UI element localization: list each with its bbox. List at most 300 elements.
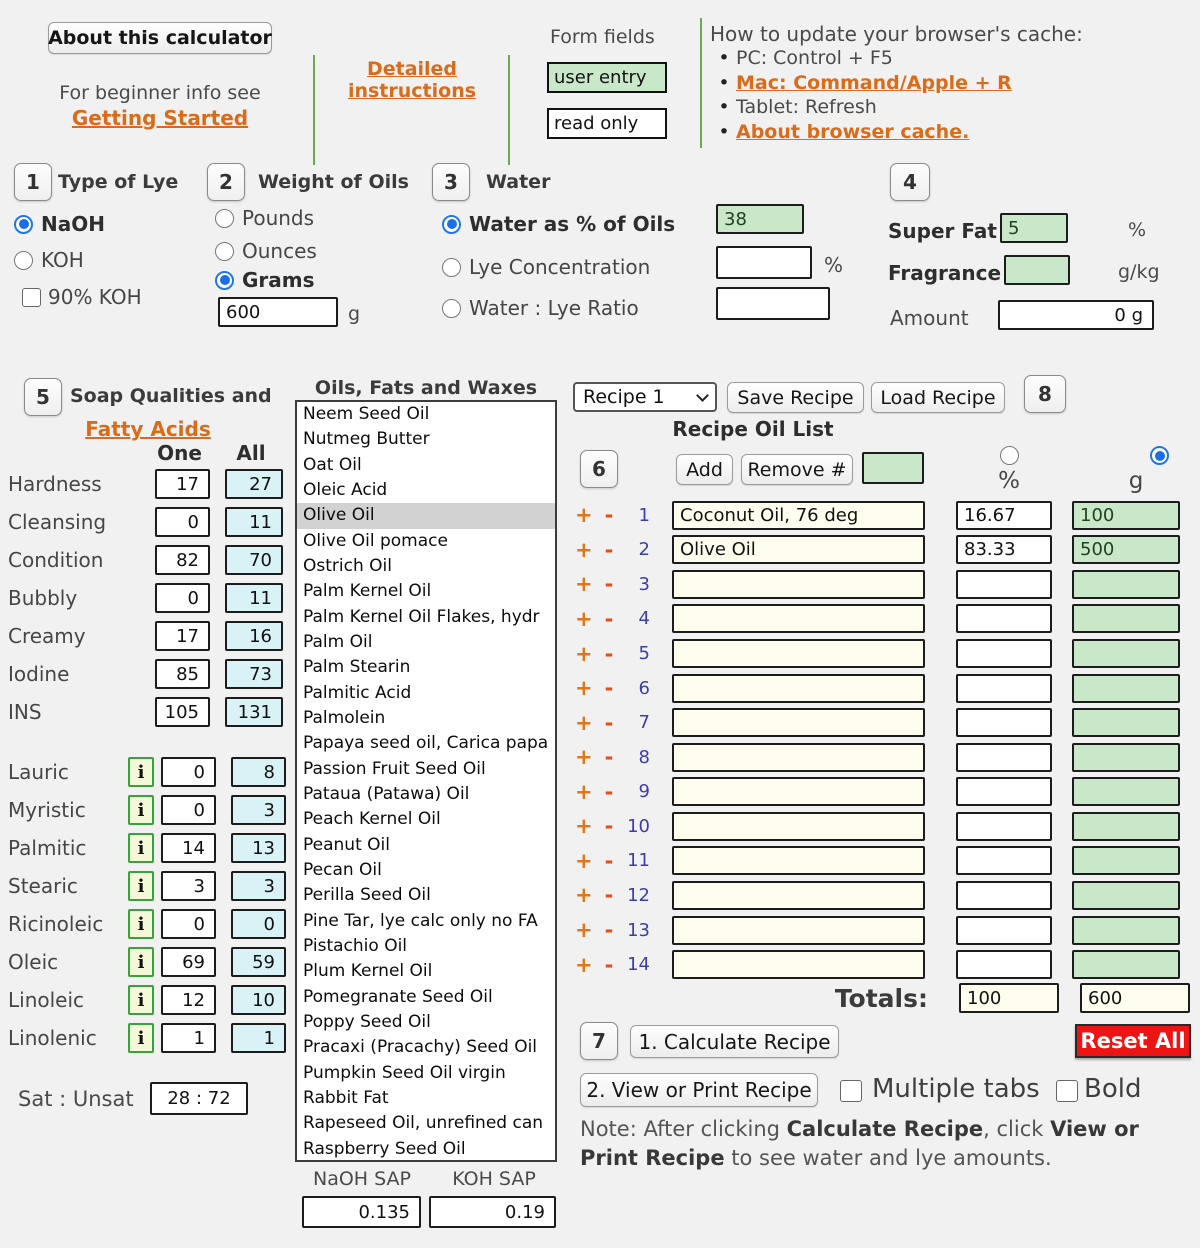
oil-option[interactable]: Plum Kernel Oil [303, 961, 433, 982]
recipe-oil-name-input[interactable] [672, 639, 925, 668]
row-number: 8 [638, 746, 650, 768]
recipe-oil-name-input[interactable] [672, 708, 925, 737]
section-3-badge: 3 [432, 163, 470, 201]
fatty-acid-label: Ricinoleic [8, 912, 104, 936]
recipe-row [575, 878, 1200, 913]
recipe-oil-grams-input[interactable] [1072, 570, 1180, 599]
pounds-option[interactable]: Pounds [215, 206, 314, 230]
bullet-icon: • [718, 71, 730, 94]
recipe-oil-name-input[interactable] [672, 916, 925, 945]
quality-label: INS [8, 700, 42, 724]
oil-option[interactable]: Olive Oil pomace [303, 530, 448, 551]
recipe-row [575, 671, 1200, 706]
section-7-badge: 7 [580, 1022, 618, 1060]
sat-unsat-label: Sat : Unsat [18, 1087, 134, 1111]
recipe-oil-percent-field [956, 743, 1052, 772]
section-8-badge: 8 [1024, 375, 1066, 413]
fatty-all-field [231, 757, 286, 787]
superfat-label: Super Fat [888, 219, 997, 243]
remove-number-button[interactable]: Remove # [741, 454, 853, 485]
recipe-row [575, 602, 1200, 637]
quality-all-field [225, 507, 283, 537]
note-bold-text: Calculate Recipe [786, 1117, 984, 1141]
fatty-one-field [161, 947, 216, 977]
totals-label: Totals: [834, 984, 928, 1013]
add-row-icon[interactable]: + [575, 710, 593, 735]
quality-row [8, 617, 290, 655]
note-plain-text: Note: After clicking [580, 1117, 787, 1141]
grams-column-header: g [1128, 468, 1144, 494]
recipe-row [575, 567, 1200, 602]
grams-radio[interactable] [215, 271, 234, 290]
oil-option[interactable]: Pistachio Oil [303, 935, 408, 956]
recipe-oil-grams-input[interactable] [1072, 604, 1180, 633]
water-pct-option[interactable]: Water as % of Oils [442, 212, 675, 236]
recipe-oil-grams-input[interactable] [1072, 950, 1180, 979]
fatty-all-field [231, 795, 286, 825]
cache-text: PC: Control + F5 [736, 47, 893, 69]
form-fields-label: Form fields [550, 26, 655, 48]
view-print-recipe-button[interactable]: 2. View or Print Recipe [580, 1073, 818, 1107]
oil-option[interactable]: Palm Kernel Oil Flakes, hydr [303, 606, 540, 627]
recipe-oil-percent-field [956, 881, 1052, 910]
recipe-row [575, 947, 1200, 982]
quality-row [8, 503, 290, 541]
add-row-icon[interactable]: + [575, 503, 593, 528]
column-header-one: One [157, 441, 202, 465]
info-icon[interactable]: i [128, 871, 154, 901]
fatty-one-field [161, 1023, 216, 1053]
quality-one-field [155, 545, 210, 575]
remove-row-icon[interactable]: - [604, 537, 614, 562]
quality-row [8, 541, 290, 579]
note-plain-text: to see water and lye amounts. [724, 1146, 1052, 1170]
fatty-acid-label: Stearic [8, 874, 78, 898]
recipe-oil-grams-input[interactable] [1072, 812, 1180, 841]
remove-row-icon[interactable]: - [604, 814, 614, 839]
oil-option[interactable]: Peanut Oil [303, 834, 390, 855]
detailed-instructions-link[interactable]: Detailed instructions [347, 58, 477, 102]
remove-row-icon[interactable]: - [604, 676, 614, 701]
water-pct-input[interactable] [716, 204, 804, 234]
naoh-option[interactable]: NaOH [14, 212, 105, 236]
remove-number-input[interactable] [862, 452, 924, 484]
section-2-title: Weight of Oils [258, 171, 409, 193]
quality-one-field [155, 507, 210, 537]
oil-option[interactable]: Peach Kernel Oil [303, 809, 441, 830]
ounces-option[interactable]: Ounces [215, 239, 317, 263]
oil-option[interactable]: Pine Tar, lye calc only no FA [303, 910, 538, 931]
quality-label: Cleansing [8, 510, 107, 534]
add-row-icon[interactable]: + [575, 606, 593, 631]
bold-label: Bold [1084, 1074, 1142, 1104]
recipe-oil-grams-input[interactable] [1072, 708, 1180, 737]
remove-row-icon[interactable]: - [604, 710, 614, 735]
cache-instruction-item[interactable] [712, 72, 1192, 97]
fragrance-input[interactable] [1004, 255, 1070, 285]
koh-sap-label: KOH SAP [452, 1168, 536, 1190]
water-lye-ratio-input[interactable] [716, 287, 830, 320]
fatty-acid-label: Myristic [8, 798, 86, 822]
sat-unsat-field [150, 1082, 248, 1115]
water-lye-ratio-option[interactable]: Water : Lye Ratio [442, 296, 639, 320]
quality-all-field [225, 621, 283, 651]
recipe-oil-name-input[interactable] [672, 535, 925, 564]
fragrance-unit: g/kg [1118, 261, 1160, 283]
cache-instructions-title: How to update your browser's cache: [710, 22, 1083, 46]
recipe-oil-grams-input[interactable] [1072, 743, 1180, 772]
fragrance-amount-field [998, 300, 1154, 330]
info-icon[interactable]: i [128, 795, 154, 825]
fatty-one-field [161, 871, 216, 901]
recipe-oil-percent-field [956, 604, 1052, 633]
add-row-icon[interactable]: + [575, 883, 593, 908]
fatty-all-field [231, 985, 286, 1015]
oil-option[interactable]: Nutmeg Butter [303, 429, 430, 450]
soap-qualities-table [8, 465, 290, 731]
recipe-oil-percent-field [956, 674, 1052, 703]
fatty-all-field [231, 1023, 286, 1053]
recipe-oil-percent-field [956, 708, 1052, 737]
quality-all-field [225, 469, 283, 499]
quality-one-field [155, 659, 210, 689]
oil-option[interactable]: Palm Kernel Oil [303, 581, 432, 602]
oils-list-title: Oils, Fats and Waxes [314, 377, 538, 399]
divider [700, 18, 702, 148]
row-number: 12 [627, 884, 650, 906]
lye-concentration-radio[interactable] [442, 258, 461, 277]
fatty-acid-row [8, 829, 290, 867]
naoh-radio[interactable] [14, 215, 33, 234]
row-number: 3 [638, 573, 650, 595]
recipe-oil-percent-field [956, 535, 1052, 564]
note-bold-text: View or Print Recipe [580, 1117, 1139, 1170]
row-number: 4 [638, 608, 650, 630]
remove-row-icon[interactable]: - [604, 848, 614, 873]
fatty-all-field [231, 871, 286, 901]
percent-mode-radio[interactable] [1000, 446, 1019, 465]
fatty-all-field [231, 909, 286, 939]
recipe-oil-percent-field [956, 639, 1052, 668]
row-number: 13 [627, 919, 650, 941]
add-row-icon[interactable]: + [575, 676, 593, 701]
row-number: 2 [638, 539, 650, 561]
bullet-icon: • [718, 96, 730, 118]
quality-row [8, 579, 290, 617]
quality-all-field [225, 583, 283, 613]
section-2-badge: 2 [207, 163, 245, 201]
info-icon[interactable]: i [128, 985, 154, 1015]
fragrance-label: Fragrance [888, 261, 1002, 285]
recipe-oil-percent-field [956, 570, 1052, 599]
recipe-oil-name-input[interactable] [672, 674, 925, 703]
koh90-option[interactable]: 90% KOH [22, 285, 142, 309]
load-recipe-button[interactable]: Load Recipe [871, 382, 1005, 413]
quality-one-field [155, 583, 210, 613]
totals-grams-field [1080, 983, 1190, 1013]
cache-link[interactable]: About browser cache. [736, 120, 970, 143]
oil-option[interactable]: Passion Fruit Seed Oil [303, 758, 486, 779]
recipe-oil-name-input[interactable] [672, 604, 925, 633]
section-1-title: Type of Lye [58, 171, 179, 193]
fatty-acid-row [8, 981, 290, 1019]
grams-mode-radio[interactable] [1150, 446, 1169, 465]
row-number: 5 [638, 643, 650, 665]
save-recipe-button[interactable]: Save Recipe [727, 382, 864, 413]
pounds-radio[interactable] [215, 209, 234, 228]
fatty-one-field [161, 985, 216, 1015]
recipe-oil-percent-field [956, 501, 1052, 530]
recipe-row [575, 844, 1200, 879]
remove-row-icon[interactable]: - [604, 779, 614, 804]
fatty-acid-row [8, 867, 290, 905]
grams-option[interactable]: Grams [215, 268, 315, 292]
remove-row-icon[interactable]: - [604, 572, 614, 597]
fatty-acid-row [8, 791, 290, 829]
quality-row [8, 465, 290, 503]
recipe-oil-list [575, 498, 1200, 982]
fatty-acid-label: Linoleic [8, 988, 85, 1012]
oil-option[interactable]: Raspberry Seed Oil [303, 1138, 466, 1159]
read-only-legend: read only [547, 108, 667, 139]
fatty-acids-link[interactable]: Fatty Acids [85, 417, 211, 441]
bullet-icon: • [718, 47, 730, 69]
add-row-icon[interactable]: + [575, 641, 593, 666]
add-row-icon[interactable]: + [575, 918, 593, 943]
grams-unit-label: g [348, 303, 361, 325]
bold-checkbox[interactable] [1056, 1080, 1078, 1102]
oil-option[interactable]: Rabbit Fat [303, 1087, 389, 1108]
multiple-tabs-label: Multiple tabs [872, 1074, 1040, 1104]
fatty-acid-row [8, 905, 290, 943]
add-row-icon[interactable]: + [575, 537, 593, 562]
info-icon[interactable]: i [128, 947, 154, 977]
superfat-input[interactable] [1000, 213, 1068, 243]
remove-row-icon[interactable]: - [604, 606, 614, 631]
row-number: 7 [638, 712, 650, 734]
koh-radio[interactable] [14, 251, 33, 270]
oil-option[interactable]: Pracaxi (Pracachy) Seed Oil [303, 1037, 538, 1058]
add-row-icon[interactable]: + [575, 745, 593, 770]
lye-concentration-option[interactable]: Lye Concentration [442, 255, 650, 279]
oil-option[interactable]: Perilla Seed Oil [303, 885, 431, 906]
oil-option[interactable]: Oleic Acid [303, 479, 388, 500]
getting-started-link[interactable]: Getting Started [71, 106, 249, 130]
add-row-icon[interactable]: + [575, 572, 593, 597]
beginner-info-text: For beginner info see [59, 82, 261, 104]
divider [508, 55, 510, 165]
section-6-badge: 6 [580, 450, 618, 488]
row-number: 9 [638, 781, 650, 803]
oil-option[interactable]: Olive Oil [297, 503, 555, 528]
fatty-acid-label: Linolenic [8, 1026, 97, 1050]
oil-option[interactable]: Papaya seed oil, Carica papa [303, 733, 549, 754]
quality-label: Condition [8, 548, 104, 572]
fatty-acid-label: Oleic [8, 950, 59, 974]
add-row-icon[interactable]: + [575, 814, 593, 839]
fatty-acid-label: Lauric [8, 760, 69, 784]
oil-option[interactable]: Poppy Seed Oil [303, 1011, 431, 1032]
percent-column-header: % [998, 468, 1020, 494]
oil-option[interactable]: Pomegranate Seed Oil [303, 986, 493, 1007]
oil-option[interactable]: Palmolein [303, 707, 386, 728]
recipe-oil-name-input[interactable] [672, 812, 925, 841]
cache-instructions-list [712, 47, 1192, 145]
add-row-icon[interactable]: + [575, 952, 593, 977]
ounces-radio[interactable] [215, 242, 234, 261]
quality-label: Iodine [8, 662, 70, 686]
oil-option[interactable]: Oat Oil [303, 454, 362, 475]
recipe-oil-grams-input[interactable] [1072, 916, 1180, 945]
oil-weight-input[interactable] [218, 297, 338, 327]
info-icon[interactable]: i [128, 1023, 154, 1053]
section-5-badge: 5 [24, 378, 62, 416]
reset-all-button[interactable]: Reset All [1075, 1024, 1191, 1058]
remove-row-icon[interactable]: - [604, 952, 614, 977]
quality-one-field [155, 621, 210, 651]
fatty-acids-table [8, 753, 290, 1057]
recipe-oil-grams-input[interactable] [1072, 846, 1180, 875]
recipe-oil-name-input[interactable] [672, 950, 925, 979]
recipe-oil-name-input[interactable] [672, 570, 925, 599]
koh-sap-field [429, 1196, 556, 1228]
oil-option[interactable]: Pataua (Patawa) Oil [303, 783, 470, 804]
info-icon[interactable]: i [128, 909, 154, 939]
recipe-oil-grams-input[interactable] [1072, 674, 1180, 703]
recipe-row [575, 636, 1200, 671]
remove-row-icon[interactable]: - [604, 918, 614, 943]
totals-percent-field [959, 983, 1059, 1013]
oil-option[interactable]: Palmitic Acid [303, 682, 412, 703]
cache-instruction-item [712, 96, 1192, 121]
fatty-acid-row [8, 753, 290, 791]
naoh-sap-field [302, 1196, 421, 1228]
quality-one-field [155, 469, 210, 499]
recipe-oil-name-input[interactable] [672, 743, 925, 772]
cache-instruction-item [712, 47, 1192, 72]
oil-option[interactable]: Palm Oil [303, 631, 373, 652]
recipe-oil-name-input[interactable] [672, 846, 925, 875]
section-4-badge: 4 [890, 163, 930, 201]
naoh-sap-label: NaOH SAP [312, 1168, 411, 1190]
fatty-one-field [161, 757, 216, 787]
quality-row [8, 655, 290, 693]
row-number: 10 [627, 815, 650, 837]
quality-one-field [155, 697, 210, 727]
koh90-checkbox[interactable] [22, 288, 41, 307]
add-row-icon[interactable]: + [575, 848, 593, 873]
note-plain-text: , click [983, 1117, 1051, 1141]
recipe-oil-grams-input[interactable] [1072, 777, 1180, 806]
lye-concentration-input[interactable] [716, 246, 812, 279]
recipe-row [575, 705, 1200, 740]
recipe-select[interactable]: Recipe 1 [573, 382, 717, 412]
fatty-one-field [161, 795, 216, 825]
remove-row-icon[interactable]: - [604, 503, 614, 528]
row-number: 6 [638, 677, 650, 699]
section-5-title: Soap Qualities and [70, 385, 272, 407]
column-header-all: All [236, 441, 266, 465]
recipe-oil-name-input[interactable] [672, 777, 925, 806]
user-entry-legend: user entry [547, 62, 667, 93]
water-lye-ratio-radio[interactable] [442, 299, 461, 318]
recipe-oil-grams-input[interactable] [1072, 639, 1180, 668]
recipe-oil-percent-field [956, 812, 1052, 841]
section-3-title: Water [486, 171, 551, 193]
recipe-oil-grams-input[interactable] [1072, 501, 1180, 530]
recipe-oil-percent-field [956, 950, 1052, 979]
row-number: 11 [627, 850, 650, 872]
quality-all-field [225, 697, 283, 727]
oil-option[interactable]: Rapeseed Oil, unrefined can [303, 1113, 544, 1134]
oil-option[interactable]: Pecan Oil [303, 859, 382, 880]
recipe-oil-grams-input[interactable] [1072, 535, 1180, 564]
info-icon[interactable]: i [128, 757, 154, 787]
quality-row [8, 693, 290, 731]
recipe-oil-name-input[interactable] [672, 501, 925, 530]
info-icon[interactable]: i [128, 833, 154, 863]
oils-listbox[interactable] [295, 400, 557, 1162]
recipe-oil-grams-input[interactable] [1072, 881, 1180, 910]
section-1-badge: 1 [14, 163, 52, 201]
recipe-row [575, 775, 1200, 810]
fatty-all-field [231, 833, 286, 863]
lye-concentration-unit: % [824, 253, 844, 277]
remove-row-icon[interactable]: - [604, 745, 614, 770]
fatty-acid-row [8, 1019, 290, 1057]
fatty-one-field [161, 909, 216, 939]
bullet-icon: • [718, 120, 730, 143]
recipe-oil-name-input[interactable] [672, 881, 925, 910]
oil-option[interactable]: Palm Stearin [303, 657, 411, 678]
fatty-acid-row [8, 943, 290, 981]
oil-option[interactable]: Pumpkin Seed Oil virgin [303, 1062, 506, 1083]
superfat-unit: % [1128, 219, 1147, 241]
row-number: 14 [627, 954, 650, 976]
fatty-acid-label: Palmitic [8, 836, 87, 860]
fatty-all-field [231, 947, 286, 977]
koh-option[interactable]: KOH [14, 248, 84, 272]
water-pct-radio[interactable] [442, 215, 461, 234]
divider [313, 55, 315, 165]
oil-option[interactable]: Ostrich Oil [303, 555, 392, 576]
quality-label: Hardness [8, 472, 102, 496]
add-row-icon[interactable]: + [575, 779, 593, 804]
note-text [580, 1115, 1176, 1173]
recipe-row [575, 809, 1200, 844]
recipe-row [575, 913, 1200, 948]
chevron-down-icon [696, 389, 709, 402]
multiple-tabs-checkbox[interactable] [840, 1080, 862, 1102]
remove-row-icon[interactable]: - [604, 641, 614, 666]
recipe-row [575, 740, 1200, 775]
quality-label: Bubbly [8, 586, 78, 610]
remove-row-icon[interactable]: - [604, 883, 614, 908]
cache-instruction-item[interactable] [712, 121, 1192, 146]
recipe-row [575, 498, 1200, 533]
about-calculator-button[interactable]: About this calculator [48, 22, 272, 54]
cache-link[interactable]: Mac: Command/Apple + R [736, 71, 1012, 94]
oil-option[interactable]: Neem Seed Oil [303, 404, 430, 424]
recipe-oil-percent-field [956, 846, 1052, 875]
quality-all-field [225, 545, 283, 575]
fatty-one-field [161, 833, 216, 863]
quality-label: Creamy [8, 624, 86, 648]
recipe-row [575, 533, 1200, 568]
calculate-recipe-button[interactable]: 1. Calculate Recipe [630, 1025, 839, 1058]
amount-label: Amount [890, 306, 969, 330]
add-oil-button[interactable]: Add [676, 454, 733, 485]
